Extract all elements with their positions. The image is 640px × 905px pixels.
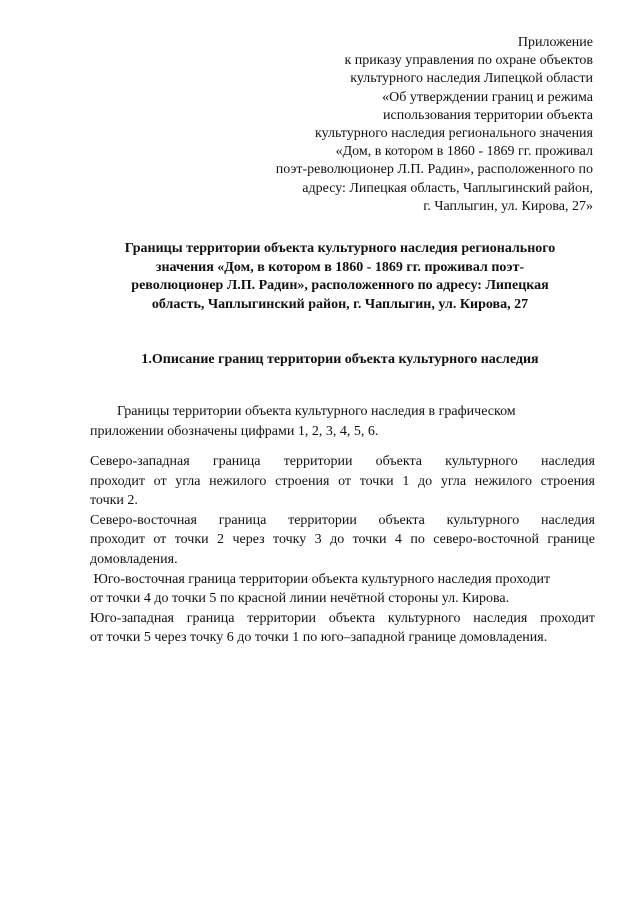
title-line: революционер Л.П. Радин», расположенного по адресу: Липецкая [131,278,549,294]
appendix-line: культурного наследия Липецкой области [350,71,593,87]
appendix-line: адресу: Липецкая область, Чаплыгинский район, [302,180,593,196]
intro-paragraph [90,402,595,442]
northwest-boundary-line: точки 2. [90,493,138,509]
appendix-line: к приказу управления по охране объектов [344,53,593,69]
appendix-line: поэт-революционер Л.П. Радин», расположенного по [275,162,593,178]
appendix-line: «Об утверждении границ и режима [382,89,593,105]
northeast-boundary-line: проходит от точки 2 через точку 3 до точки 4 по северо-восточной границе [90,532,595,548]
document-title [92,240,588,314]
southwest-boundary-line: Юго-западная граница территории объекта культурного наследия проходит [90,610,595,626]
appendix-line: использования территории объекта [383,107,593,123]
southeast-boundary-line: Юго-восточная граница территории объекта культурного наследия проходит [90,571,551,587]
intro-line: Границы территории объекта культурного наследия в графическом [117,404,516,419]
northeast-boundary-line: домовладения. [90,551,178,567]
northwest-boundary-line: Северо-западная граница территории объекта культурного наследия [90,454,595,469]
title-line: значения «Дом, в котором в 1860 - 1869 гг. проживал поэт- [155,259,525,275]
appendix-line: Приложение [517,35,593,50]
northwest-boundary-line: проходит от угла нежилого строения от точки 1 до угла нежилого строения [90,473,595,489]
northeast-boundary-line: Северо-восточная граница территории объекта культурного наследия [90,512,595,528]
title-line: область, Чаплыгинский район, г. Чаплыгин, ул. Кирова, 27 [151,296,529,312]
intro-line: приложении обозначены цифрами 1, 2, 3, 4, 5, 6. [90,424,379,439]
appendix-line: «Дом, в котором в 1860 - 1869 гг. проживал [335,144,593,160]
southeast-boundary-line: от точки 4 до точки 5 по красной линии нечётной стороны ул. Кирова. [90,591,510,607]
southwest-boundary-line: от точки 5 через точку 6 до точки 1 по юго–западной границе домовладения. [90,630,548,646]
section-heading: 1.Описание границ территории объекта культурного наследия [141,352,539,367]
appendix-line: г. Чаплыгин, ул. Кирова, 27» [423,198,593,214]
boundaries-description [90,452,595,648]
appendix-header [173,34,593,216]
title-line: Границы территории объекта культурного наследия регионального [124,241,556,256]
appendix-line: культурного наследия регионального значения [314,126,593,142]
